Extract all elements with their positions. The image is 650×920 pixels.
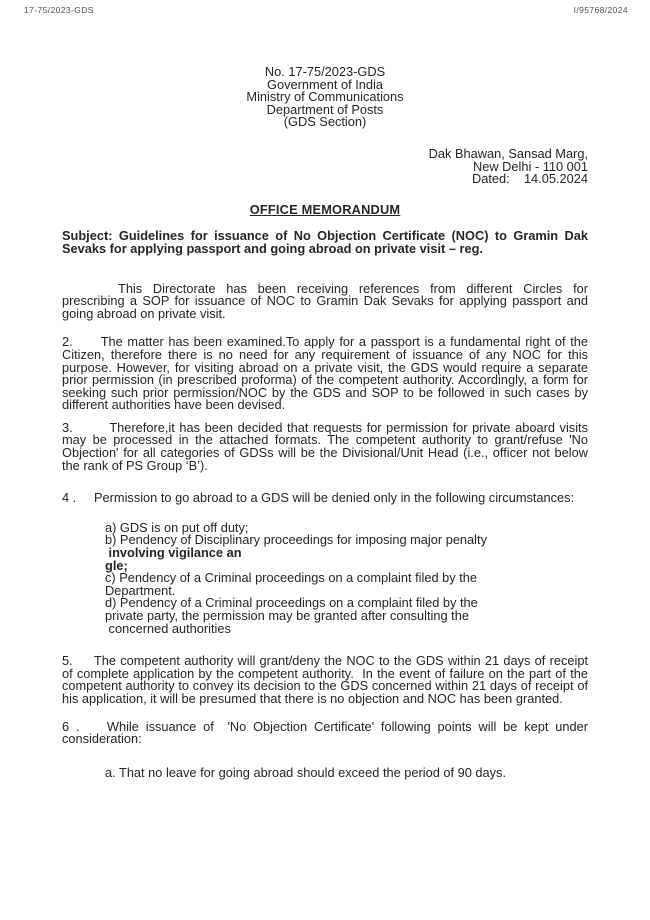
letterhead-section: (GDS Section) (283, 114, 367, 130)
letterhead (62, 66, 588, 129)
date-line: Dated: 14.05.2024 (472, 171, 588, 187)
denial-item-b: b) Pendency of Disciplinary proceedings for imposing major penalty (105, 532, 487, 548)
paragraph-1: This Directorate has been receiving references from different Circles for prescribing a SOP for issuance of NOC to Gramin Dak Sevaks for applying passport and going abroad on private visit. (62, 280, 588, 321)
address-city: New Delhi - 110 001 (473, 158, 588, 174)
file-reference-right: I/95768/2024 (573, 5, 628, 15)
denial-item-d-line-3: concerned authorities (105, 620, 231, 636)
denial-item-d-line-2: private party, the permission may be granted after consulting the (105, 608, 469, 623)
paragraph-6: 6 . While issuance of 'No Objection Certificate' following points will be kept under consideration: (62, 718, 588, 747)
denial-item-c-line-2: Department. (105, 582, 176, 598)
paragraph-3: 3. Therefore,it has been decided that requests for permission for private aboard visits may be processed in the attached formats. The competent authority to grant/refuse 'No Objection' for all categories of GDSs will be the Divisional/Unit Head (i.e., officer not below the rank of PS Group ‘B’). (62, 419, 588, 473)
consideration-list (105, 764, 588, 780)
denial-item-b-bold-2: gle; (105, 557, 128, 573)
denial-item-d-line-1: d) Pendency of a Criminal proceedings on a complaint filed by the (105, 595, 478, 611)
letterhead-file-number: No. 17-75/2023-GDS (264, 64, 386, 79)
address-block (62, 145, 588, 187)
subject-line: Subject: Guidelines for issuance of No Objection Certificate (NOC) to Gramin Dak Sevaks for applying passport and going abroad on private visit – reg. (62, 228, 588, 256)
consideration-item-a: a. That no leave for going abroad should exceed the period of 90 days. (105, 764, 507, 780)
letterhead-government: Government of India (267, 76, 383, 92)
denial-circumstances-list (105, 519, 588, 636)
denial-item-c-line-1: c) Pendency of a Criminal proceedings on a complaint filed by the (105, 570, 478, 586)
letterhead-ministry: Ministry of Communications (246, 89, 404, 105)
address-street: Dak Bhawan, Sansad Marg, (428, 145, 588, 161)
memorandum-title: OFFICE MEMORANDUM (249, 201, 401, 217)
paragraph-4: 4 . Permission to go abroad to a GDS will be denied only in the following circumstances: (62, 490, 575, 506)
paragraph-5: 5. The competent authority will grant/deny the NOC to the GDS within 21 days of receipt of complete application by the competent authority. In the event of failure on the part of the competent authority to convey its decision to the GDS concerned within 21 days of receipt of his application, it will be presumed that there is no objection and NOC has been granted. (62, 653, 588, 706)
file-reference-left: 17-75/2023-GDS (24, 5, 94, 15)
letterhead-department: Department of Posts (266, 101, 384, 117)
denial-item-a: a) GDS is on put off duty; (105, 519, 249, 535)
denial-item-b-bold-1: involving vigilance an (105, 545, 242, 561)
paragraph-2: 2. The matter has been examined.To apply for a passport is a fundamental right of the Citizen, therefore there is no need for any requirement of issuance of any NOC for this purpose. However, for visiting abroad on a private visit, the GDS would require a separate prior permission (in prescribed proforma) of the competent authority. Accordingly, a form for seeking such prior permission/NOC by the GDS and SOP to be followed in such cases by different authorities have been devised. (62, 334, 588, 413)
